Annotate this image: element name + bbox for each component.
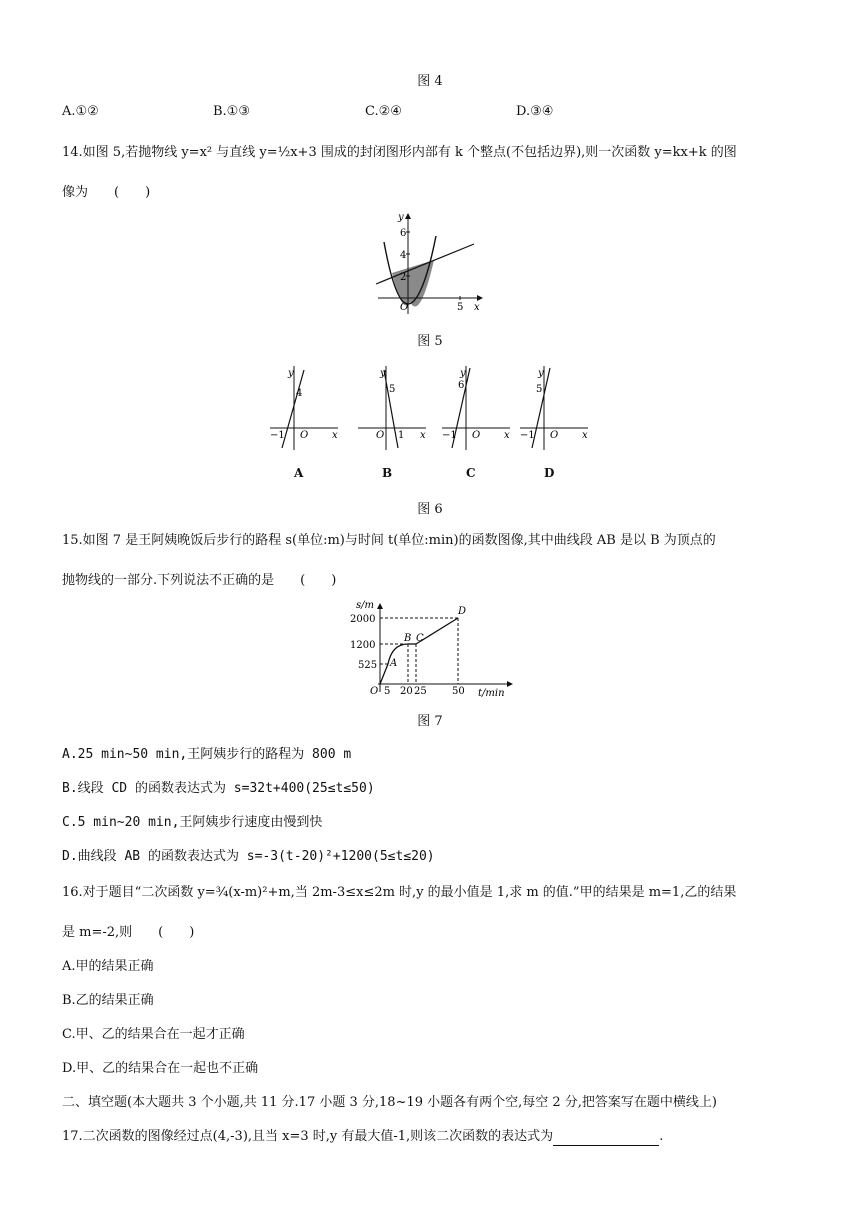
fig6a-origin: O <box>300 430 309 441</box>
fig6-letter-b: B <box>382 466 393 480</box>
q17-stem <box>62 1128 663 1146</box>
fig6-letter-d: D <box>544 466 555 480</box>
fig7-y-label: s/m <box>356 600 374 611</box>
fig6-panel-b <box>356 362 428 480</box>
fig6b-y-label: y <box>380 368 386 379</box>
figure-5 <box>370 206 490 318</box>
q15-option-c: C.5 min~20 min,王阿姨步行速度由慢到快 <box>62 815 323 830</box>
fig6c-x-intercept: −1 <box>442 430 457 441</box>
q16-stem-line1: 16.对于题目“二次函数 y=¾(x-m)²+m,当 2m-3≤x≤2m 时,y 的最小值是 1,求 m 的值.”甲的结果是 m=1,乙的结果 <box>62 885 737 900</box>
section-2-heading: 二、填空题(本大题共 3 个小题,共 11 分.17 小题 3 分,18~19 小题各有两个空,每空 2 分,把答案写在题中横线上) <box>62 1095 718 1110</box>
q13-option-a: A.①② <box>62 104 99 119</box>
fig7-xtick-50: 50 <box>452 686 465 697</box>
fig5-y-label: y <box>398 212 404 223</box>
q15-option-a: A.25 min~50 min,王阿姨步行的路程为 800 m <box>62 747 352 762</box>
q17-answer-blank[interactable] <box>553 1131 659 1146</box>
fig5-caption: 图 5 <box>417 334 443 349</box>
fig6d-x-label: x <box>582 430 588 441</box>
fig6-caption: 图 6 <box>417 502 443 517</box>
fig6b-x-intercept: 1 <box>398 430 405 441</box>
q17-end: . <box>659 1129 664 1144</box>
fig6d-y-label: y <box>538 368 544 379</box>
fig6c-x-label: x <box>504 430 510 441</box>
fig6-panel-c <box>440 362 512 480</box>
q16-option-d: D.甲、乙的结果合在一起也不正确 <box>62 1061 259 1076</box>
fig7-xtick-25: 25 <box>414 686 427 697</box>
fig5-xtick-5: 5 <box>457 302 464 313</box>
fig6a-x-intercept: −1 <box>270 430 285 441</box>
fig5-x-label: x <box>474 302 480 313</box>
fig7-xtick-20: 20 <box>400 686 413 697</box>
fig7-caption: 图 7 <box>417 714 443 729</box>
q13-option-c: C.②④ <box>365 104 402 119</box>
fig6b-y-intercept: 5 <box>389 384 396 395</box>
fig7-x-label: t/min <box>478 688 505 699</box>
fig6a-x-label: x <box>332 430 338 441</box>
fig7-origin: O <box>370 686 379 697</box>
fig5-ytick-2: 2 <box>400 272 407 283</box>
fig5-ytick-4: 4 <box>400 250 407 261</box>
q16-option-a: A.甲的结果正确 <box>62 959 154 974</box>
fig6-letter-a: A <box>294 466 304 480</box>
fig6d-y-intercept: 5 <box>536 384 543 395</box>
q13-option-b: B.①③ <box>213 104 250 119</box>
fig6-panel-a <box>268 362 340 480</box>
fig7-ytick-1200: 1200 <box>350 640 376 651</box>
q16-stem-line2: 是 m=-2,则 ( ) <box>62 925 195 940</box>
fig7-ytick-525: 525 <box>358 660 378 671</box>
fig7-point-c: C <box>416 633 424 644</box>
fig6b-origin: O <box>376 430 385 441</box>
fig6c-origin: O <box>472 430 481 441</box>
fig6c-y-intercept: 6 <box>458 380 465 391</box>
fig7-point-b: B <box>404 633 412 644</box>
q15-option-d: D.曲线段 AB 的函数表达式为 s=-3(t-20)²+1200(5≤t≤20) <box>62 849 435 864</box>
fig7-xtick-5: 5 <box>384 686 391 697</box>
fig7-point-a: A <box>390 658 398 669</box>
fig6b-x-label: x <box>420 430 426 441</box>
fig5-origin: O <box>400 302 409 313</box>
fig6d-origin: O <box>550 430 559 441</box>
fig6d-x-intercept: −1 <box>520 430 535 441</box>
q15-stem-line1: 15.如图 7 是王阿姨晚饭后步行的路程 s(单位:m)与时间 t(单位:min)的函数图像,其中曲线段 AB 是以 B 为顶点的 <box>62 533 716 548</box>
fig6a-y-intercept: 4 <box>296 388 303 399</box>
fig4-caption: 图 4 <box>417 74 443 89</box>
fig5-ytick-6: 6 <box>400 228 407 239</box>
figure-7 <box>338 596 518 702</box>
q17-text: 17.二次函数的图像经过点(4,-3),且当 x=3 时,y 有最大值-1,则该二次函数的表达式为 <box>62 1129 554 1144</box>
q15-option-b: B.线段 CD 的函数表达式为 s=32t+400(25≤t≤50) <box>62 781 375 796</box>
fig7-ytick-2000: 2000 <box>350 614 376 625</box>
fig6a-y-label: y <box>288 368 294 379</box>
q16-option-b: B.乙的结果正确 <box>62 993 154 1008</box>
q14-stem-line2: 像为 ( ) <box>62 185 151 200</box>
q15-stem-line2: 抛物线的一部分.下列说法不正确的是 ( ) <box>62 573 337 588</box>
fig6-letter-c: C <box>466 466 476 480</box>
q16-option-c: C.甲、乙的结果合在一起才正确 <box>62 1027 245 1042</box>
q14-stem-line1: 14.如图 5,若抛物线 y=x² 与直线 y=½x+3 围成的封闭图形内部有 k 个整点(不包括边界),则一次函数 y=kx+k 的图 <box>62 145 737 160</box>
q13-option-d: D.③④ <box>516 104 554 119</box>
fig6c-y-label: y <box>460 368 466 379</box>
fig7-point-d: D <box>458 606 467 617</box>
fig6-panel-d <box>518 362 590 480</box>
